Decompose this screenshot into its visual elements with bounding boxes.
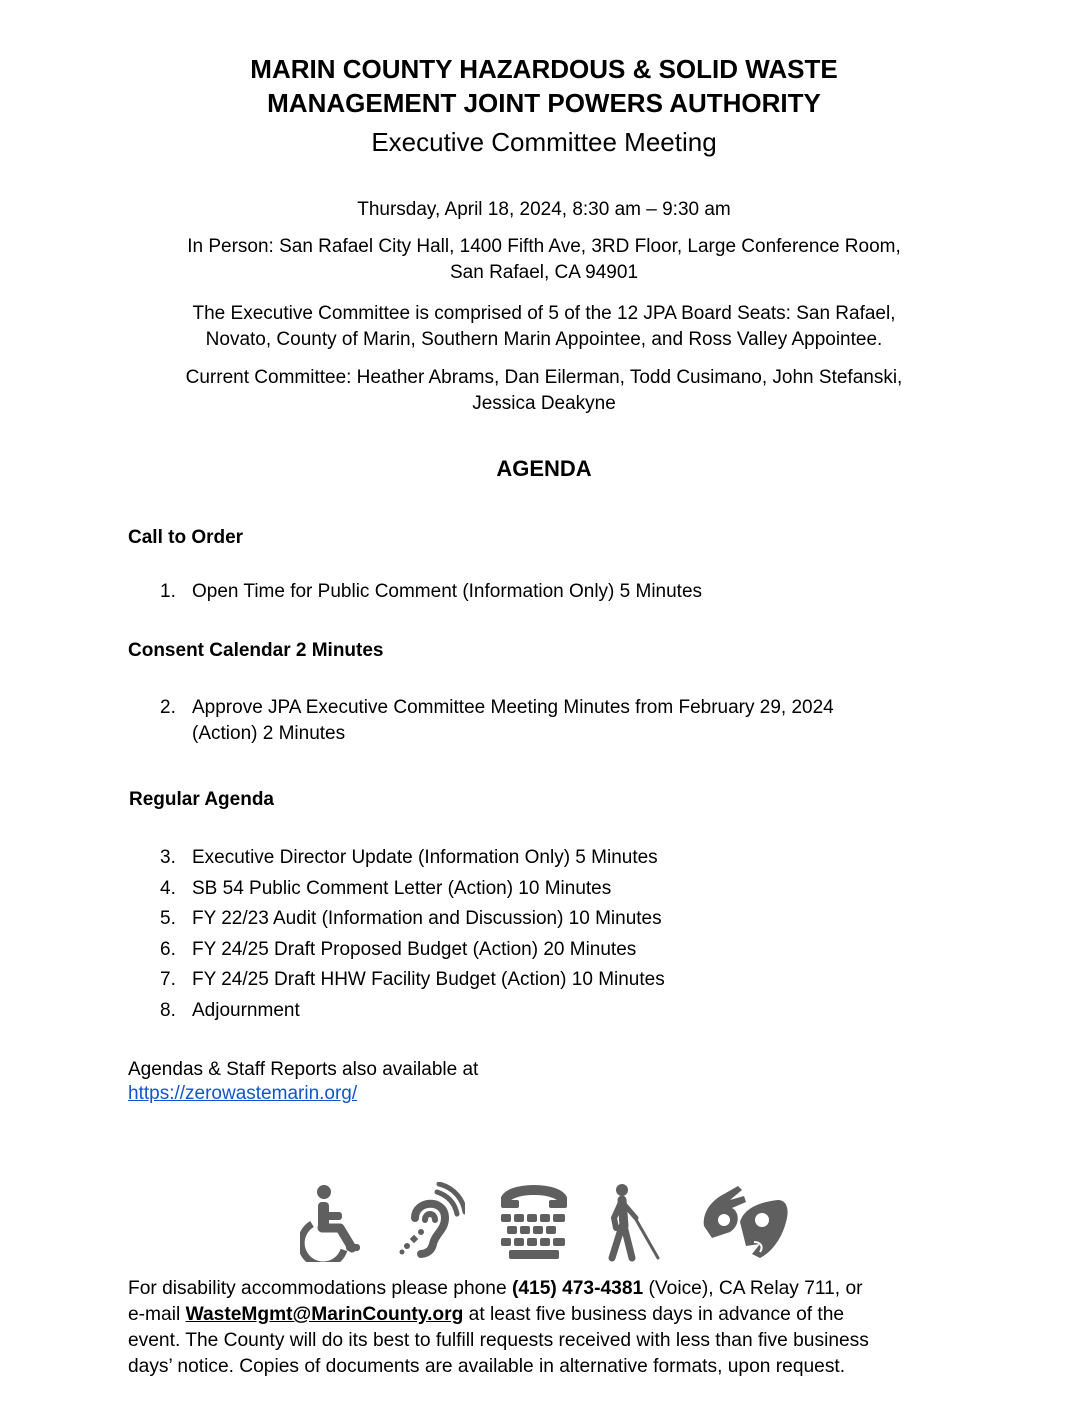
title-line-1: MARIN COUNTY HAZARDOUS & SOLID WASTE (250, 54, 838, 84)
item-number: 2. (160, 697, 176, 718)
document-title (0, 52, 1088, 120)
wheelchair-icon (300, 1182, 362, 1262)
notice-line-1 (128, 1276, 958, 1302)
location-line-1: In Person: San Rafael City Hall, 1400 Fifth Ave, 3RD Floor, Large Conference Room, (187, 236, 901, 257)
location-line-2: San Rafael, CA 94901 (449, 262, 639, 283)
email-link[interactable]: WasteMgmt@MarinCounty.org (185, 1304, 464, 1325)
assistive-listening-icon (399, 1182, 465, 1262)
blind-cane-icon (604, 1182, 662, 1262)
notice-text: e-mail (128, 1304, 186, 1325)
item-number: 8. (160, 999, 176, 1021)
title-line-2: MANAGEMENT JOINT POWERS AUTHORITY (267, 88, 821, 118)
notice-text: (Voice), CA Relay 711, or (643, 1278, 863, 1299)
committee-line-2: Jessica Deakyne (472, 393, 616, 414)
item-text: Open Time for Public Comment (Information Only) 5 Minutes (192, 581, 703, 602)
document-subtitle: Executive Committee Meeting (371, 127, 717, 157)
committee-composition (120, 301, 968, 353)
notice-line-3: event. The County will do its best to fulfill requests received with less than five business (128, 1330, 869, 1351)
agenda-item-4 (160, 874, 665, 905)
current-committee (120, 365, 968, 417)
agenda-item-2 (160, 695, 940, 747)
meeting-location (120, 234, 968, 286)
item-text: Adjournment (192, 999, 300, 1021)
agenda-item-5 (160, 904, 665, 935)
meeting-datetime: Thursday, April 18, 2024, 8:30 am – 9:30 am (357, 199, 731, 220)
item-text: SB 54 Public Comment Letter (Action) 10 Minutes (192, 877, 612, 899)
section-regular-agenda: Regular Agenda (129, 789, 274, 810)
notice-line-2 (128, 1302, 958, 1328)
agenda-heading: AGENDA (496, 456, 592, 481)
zerowastemarin-link[interactable]: https://zerowastemarin.org/ (128, 1083, 358, 1104)
sign-language-icon (698, 1182, 790, 1262)
resources-note (128, 1058, 478, 1106)
agenda-item-8 (160, 996, 665, 1027)
item-text: FY 22/23 Audit (Information and Discussion) 10 Minutes (192, 908, 662, 929)
tty-phone-icon (501, 1182, 567, 1262)
item-text: FY 24/25 Draft Proposed Budget (Action) 20 Minutes (192, 938, 637, 960)
agenda-item-7 (160, 965, 665, 996)
section-consent-calendar: Consent Calendar 2 Minutes (128, 640, 384, 661)
item-text: FY 24/25 Draft HHW Facility Budget (Action) 10 Minutes (192, 969, 665, 990)
agenda-item-3 (160, 843, 665, 874)
item-number: 7. (160, 969, 176, 990)
item-text-continued: (Action) 2 Minutes (192, 723, 346, 744)
item-number: 3. (160, 847, 176, 868)
notice-text: For disability accommodations please phone (128, 1278, 512, 1299)
accessibility-icons (300, 1182, 790, 1262)
agenda-item-6 (160, 935, 665, 966)
section-call-to-order: Call to Order (128, 527, 244, 548)
item-number: 4. (160, 877, 176, 899)
item-number: 1. (160, 581, 176, 602)
composition-line-2: Novato, County of Marin, Southern Marin Appointee, and Ross Valley Appointee. (205, 329, 883, 350)
notice-text: at least five business days in advance of the (463, 1304, 845, 1325)
item-number: 6. (160, 938, 176, 960)
resources-text: Agendas & Staff Reports also available at (128, 1059, 479, 1080)
notice-line-4: days’ notice. Copies of documents are available in alternative formats, upon request. (128, 1356, 846, 1377)
item-number: 5. (160, 908, 176, 929)
disability-notice (128, 1276, 958, 1380)
phone-number: (415) 473-4381 (511, 1278, 644, 1299)
agenda-item-1 (160, 579, 940, 605)
item-text: Executive Director Update (Information Only) 5 Minutes (192, 847, 658, 868)
item-text: Approve JPA Executive Committee Meeting Minutes from February 29, 2024 (192, 697, 834, 718)
composition-line-1: The Executive Committee is comprised of 5 of the 12 JPA Board Seats: San Rafael, (192, 303, 896, 324)
committee-line-1: Current Committee: Heather Abrams, Dan Eilerman, Todd Cusimano, John Stefanski, (185, 367, 903, 388)
regular-agenda-list (160, 843, 665, 1026)
